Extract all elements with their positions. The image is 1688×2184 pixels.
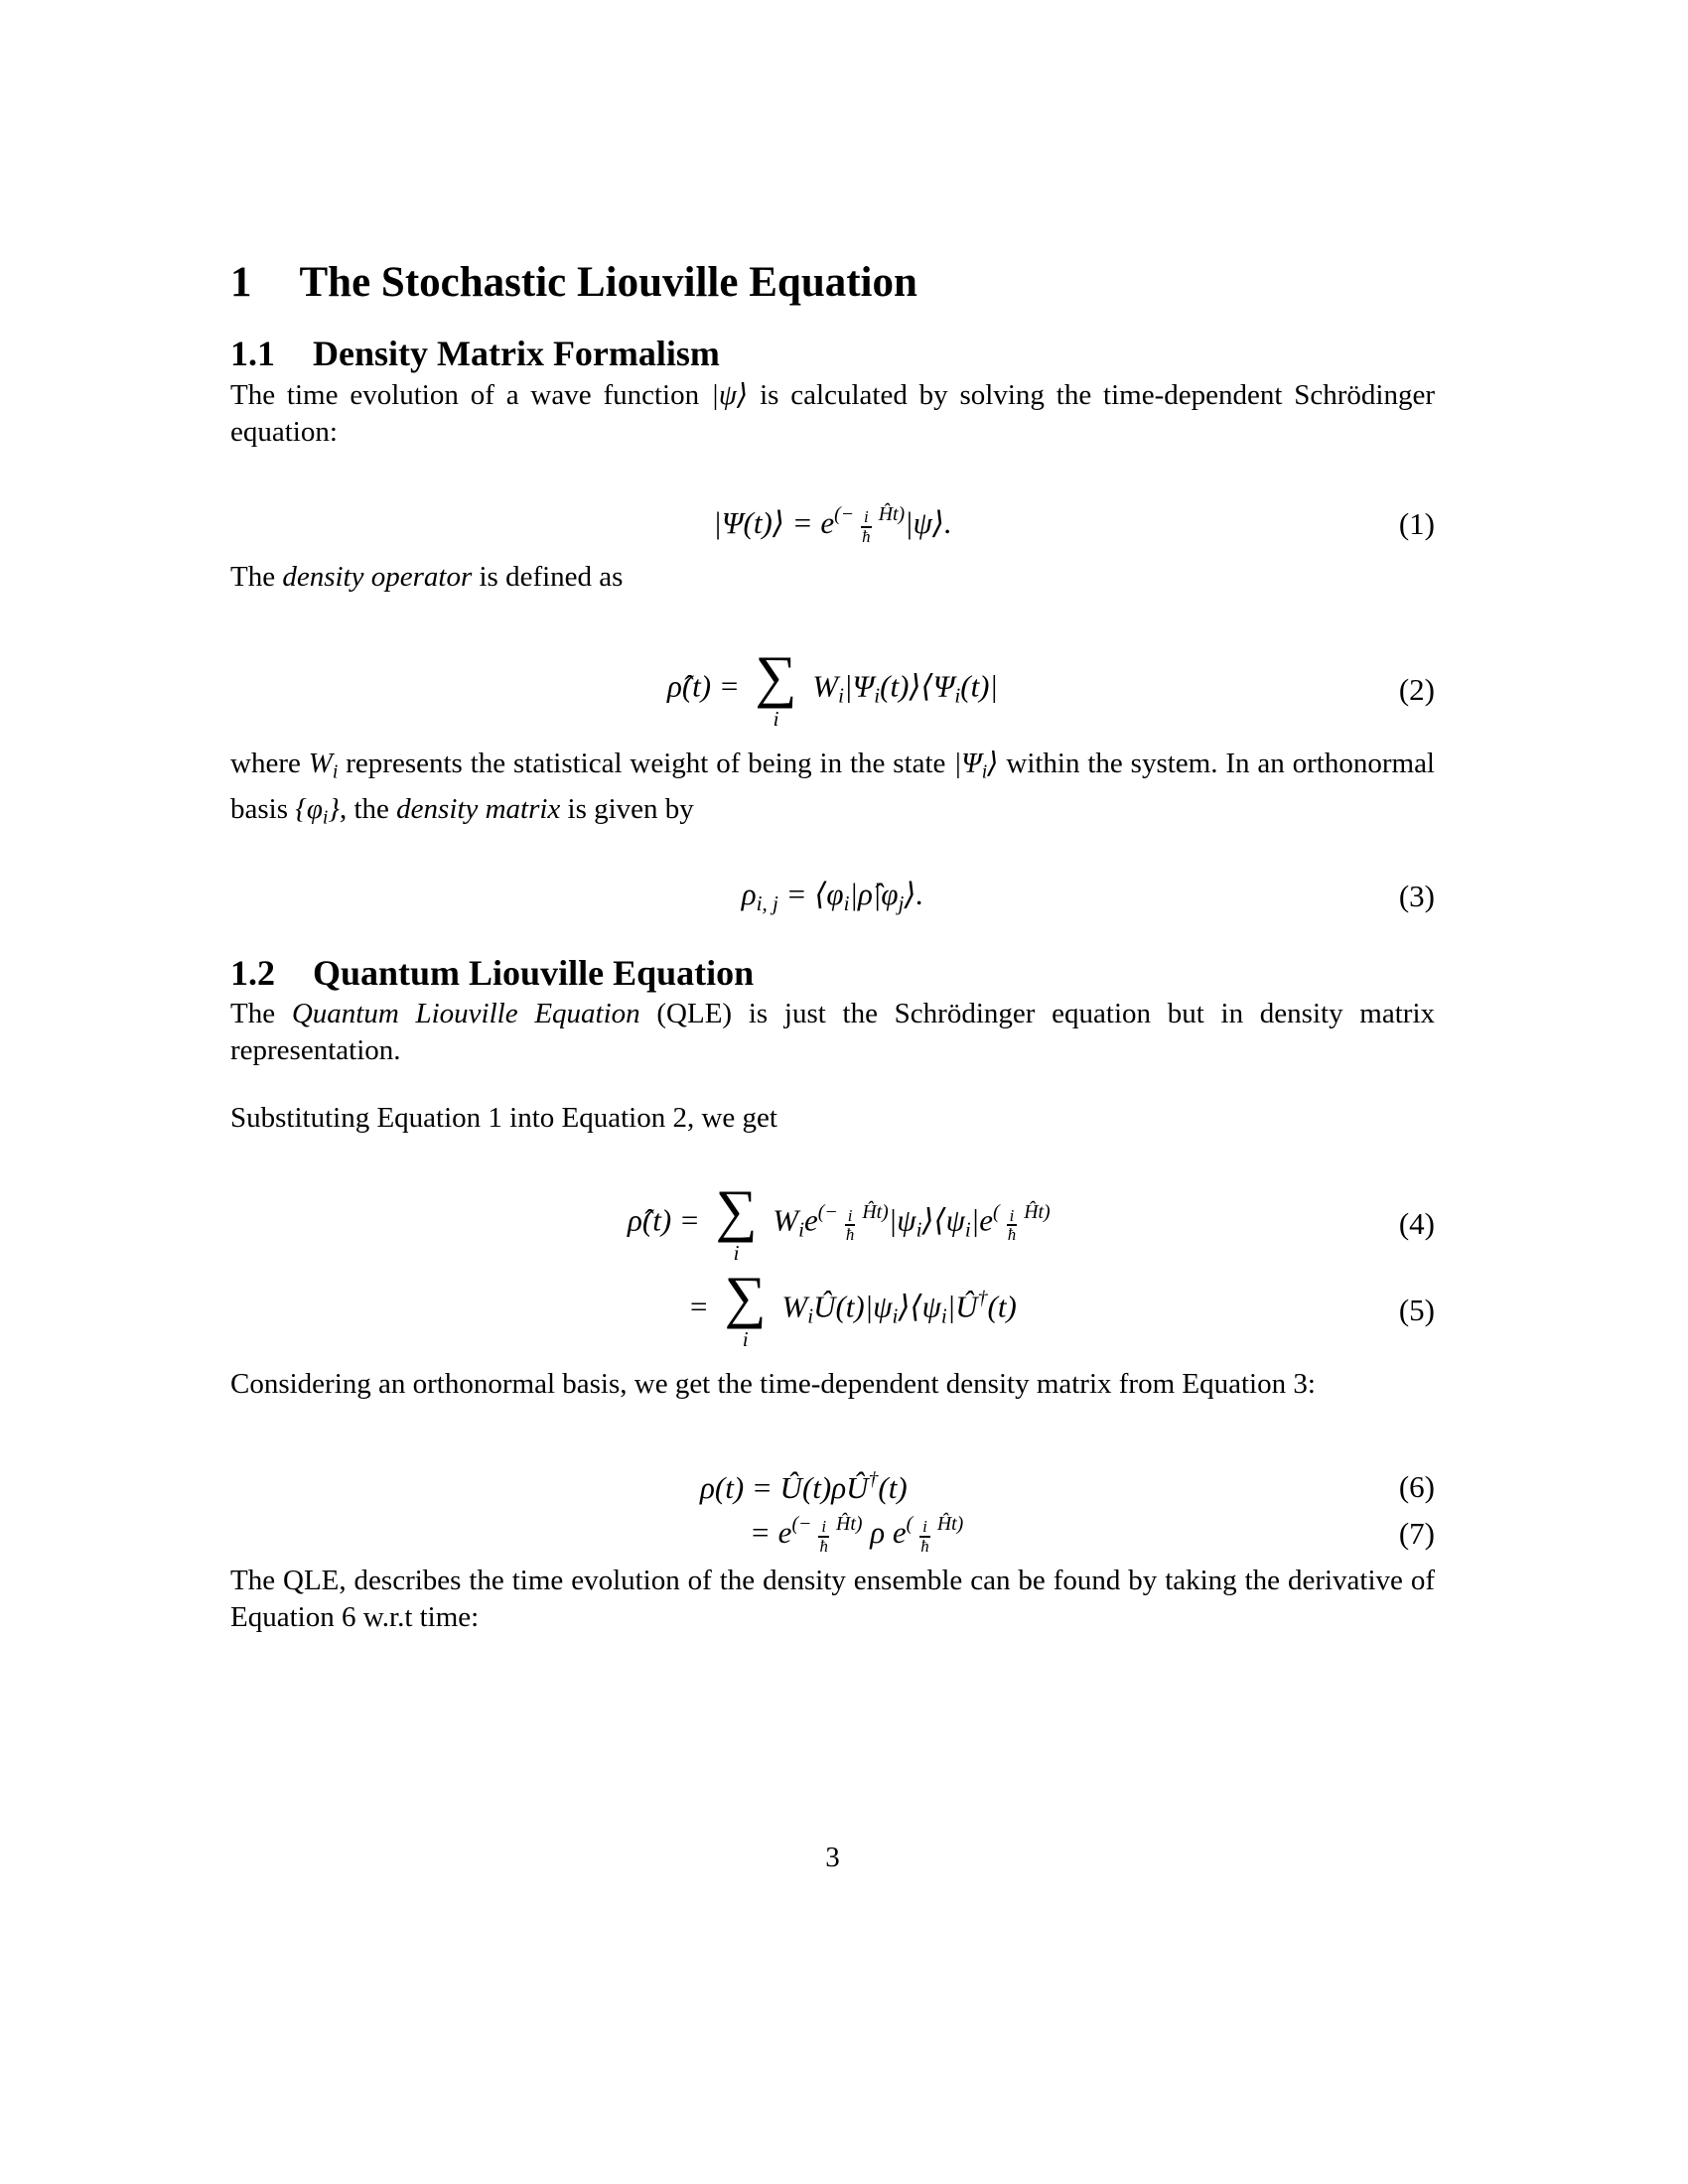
paragraph: Substituting Equation 1 into Equation 2, we get	[230, 1102, 777, 1134]
subsection-title: Density Matrix Formalism	[313, 334, 720, 373]
subsection-number: 1.1	[230, 334, 275, 373]
equation-7	[230, 1497, 1435, 1570]
section-heading	[230, 258, 1435, 307]
equation-5	[230, 1253, 1435, 1368]
equation-content: |Ψ(t)⟩ = $e^{(- \frac{i}{ħ} Ĥt)}|\psi⟩$.	[713, 502, 952, 546]
paragraph: The density operator is defined as	[230, 561, 624, 593]
equation-content: = $e^{(- \frac{i}{ħ} Ĥt)}$ ρ $e^{( \frac{i}{ħ} Ĥt)}$	[750, 1512, 964, 1556]
subsection-heading-1-1	[230, 334, 1435, 374]
equation-content: ρ̂(t) = ∑ i $W_ie^{(- \frac{i}{ħ} Ĥt)}|\psi_i⟩⟨\psi_i|e^{( \frac{i}{ħ} Ĥt)}$	[628, 1178, 1051, 1266]
subsection-title: Quantum Liouville Equation	[313, 953, 755, 993]
section-number: 1	[230, 259, 252, 306]
equation-1	[230, 477, 1435, 572]
equation-content: ρ̂(t) = ∑ i $W_i|\Psi_i(t)⟩⟨\Psi_i(t)|$	[666, 644, 999, 732]
equation-number: (1)	[1398, 506, 1435, 541]
equation-number: (5)	[1398, 1293, 1435, 1327]
paragraph: The time evolution of a wave function |ψ⟩ is calculated by solving the time-dependent Schrödinger equation:	[230, 379, 1435, 448]
equation-2	[230, 630, 1435, 750]
paragraph: where $W_i$ represents the statistical weight of being in the state $|\Psi_i⟩$ within the system. In an orthonormal basis $\{\varphi_i\}$, the density matrix is given by	[230, 748, 1435, 829]
equation-3	[230, 867, 1435, 926]
equation-number: (3)	[1398, 879, 1435, 913]
equation-content: ρ(t) = Û(t)ρÛ†(t)	[700, 1468, 908, 1505]
equation-number: (6)	[1398, 1469, 1435, 1504]
equation-number: (7)	[1398, 1516, 1435, 1551]
paragraph: The Quantum Liouville Equation (QLE) is just the Schrödinger equation but in density matrix representation.	[230, 998, 1436, 1066]
paragraph: The QLE, describes the time evolution of the density ensemble can be found by taking the derivative of Equation 6 w.r.t time:	[230, 1565, 1435, 1633]
section-title: The Stochastic Liouville Equation	[299, 259, 917, 306]
equation-number: (4)	[1398, 1206, 1435, 1241]
equation-content: $\rho_{i, j}$ = $⟨\varphi_i|\rhô|\varphi_j⟩$.	[741, 877, 924, 915]
page-number: 3	[825, 1842, 840, 1873]
subsection-number: 1.2	[230, 953, 275, 993]
equation-number: (2)	[1398, 672, 1435, 707]
equation-content: = ∑ i $W_iÛ(t)|\psi_i⟩⟨\psi_i|Û^\dagger(t)$	[688, 1265, 1017, 1352]
subsection-heading-1-2	[230, 953, 1435, 994]
paragraph: Considering an orthonormal basis, we get the time-dependent density matrix from Equation 3:	[230, 1368, 1316, 1400]
